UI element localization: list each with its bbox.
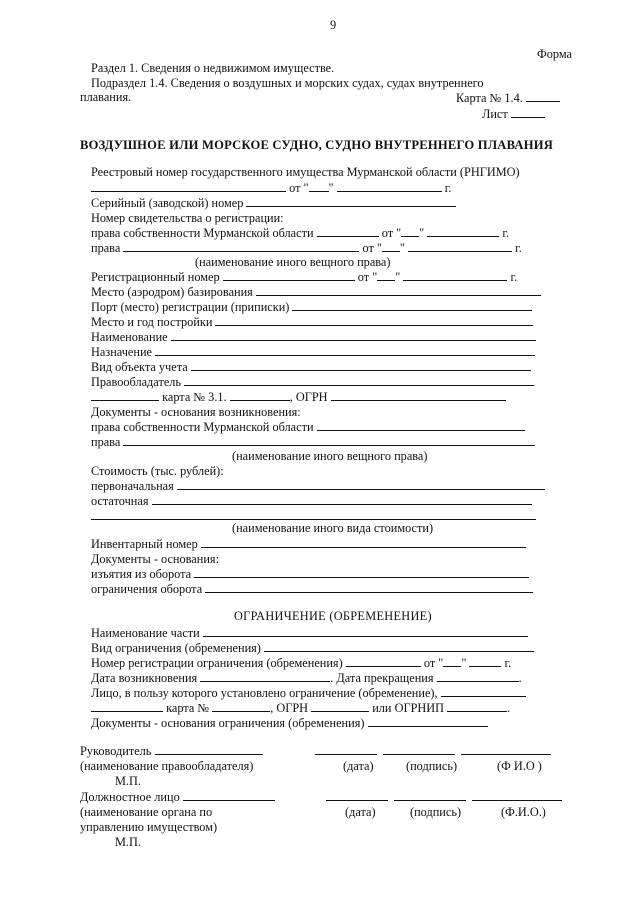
build-place-year: Место и год постройки (91, 315, 533, 329)
docs-basis: Документы - основания: (91, 552, 220, 566)
head-date-caption: (дата) (343, 759, 374, 773)
other-right-caption-2: (наименование иного вещного права) (232, 449, 428, 463)
official-date-caption: (дата) (345, 805, 376, 819)
encumbrance-docs: Документы - основания ограничения (обременения) (91, 716, 488, 730)
head-sign-caption: (подпись) (406, 759, 458, 773)
encumbrance-dates: Дата возникновения . Дата прекращения . (91, 671, 522, 685)
cost-residual: остаточная (91, 494, 532, 508)
other-cost-caption: (наименование иного вида стоимости) (232, 521, 434, 535)
subsection-line2: плавания. (80, 90, 132, 104)
cert-label: Номер свидетельства о регистрации: (91, 211, 284, 225)
subsection-line1: Подраздел 1.4. Сведения о воздушных и морских судах, судах внутреннего (91, 76, 484, 90)
encumbrance-reg: Номер регистрации ограничения (обременения) от " " г. (91, 656, 512, 670)
base-place: Место (аэродром) базирования (91, 285, 541, 299)
serial-number: Серийный (заводской) номер (91, 196, 456, 210)
reg-number: Регистрационный номер от " " г. (91, 270, 518, 284)
head-sign-lines (315, 744, 551, 758)
page-number: 9 (330, 18, 337, 32)
org-caption-2: управлению имуществом) (80, 820, 218, 834)
holder-card: карта № 3.1. , ОГРН (91, 390, 506, 404)
encumbrance-heading: ОГРАНИЧЕНИЕ (ОБРЕМЕНЕНИЕ) (234, 609, 432, 623)
object-type: Вид объекта учета (91, 360, 531, 374)
docs-rights-region: права собственности Мурманской области (91, 420, 525, 434)
encumbrance-kind: Вид ограничения (обременения) (91, 641, 534, 655)
restriction: ограничения оборота (91, 582, 533, 596)
sheet-number: Лист (482, 107, 545, 121)
form-label: Форма (537, 47, 572, 61)
encumbrance-card: карта № , ОГРН или ОГРНИП . (91, 701, 510, 715)
registry-value-line: от " " г. (91, 181, 451, 195)
encumbrance-person: Лицо, в пользу которого установлено ограничение (обременение), (91, 686, 526, 700)
cert-rights-other: права от " " г. (91, 241, 522, 255)
inventory-number: Инвентарный номер (91, 537, 526, 551)
object-purpose: Назначение (91, 345, 535, 359)
right-holder: Правообладатель (91, 375, 534, 389)
docs-origin: Документы - основания возникновения: (91, 405, 301, 419)
official-signature: Должностное лицо (80, 790, 275, 804)
withdrawal: изъятия из оборота (91, 567, 529, 581)
official-sign-lines (326, 790, 562, 804)
cost-label: Стоимость (тыс. рублей): (91, 464, 224, 478)
head-signature: Руководитель (80, 744, 263, 758)
port-registration: Порт (место) регистрации (приписки) (91, 300, 532, 314)
docs-rights: права (91, 435, 535, 449)
form-title: ВОЗДУШНОЕ ИЛИ МОРСКОЕ СУДНО, СУДНО ВНУТРЕННЕГО ПЛАВАНИЯ (80, 138, 553, 152)
stamp-2: М.П. (115, 835, 141, 849)
cost-initial: первоначальная (91, 479, 545, 493)
registry-label: Реестровый номер государственного имущества Мурманской области (РНГИМО) (91, 165, 520, 179)
other-right-caption: (наименование иного вещного права) (195, 255, 391, 269)
card-number: Карта № 1.4. (456, 91, 560, 105)
stamp-1: М.П. (115, 774, 141, 788)
object-name: Наименование (91, 330, 536, 344)
section-title: Раздел 1. Сведения о недвижимом имуществе. (91, 61, 335, 75)
head-fio-caption: (Ф И.О ) (497, 759, 542, 773)
head-caption: (наименование правообладателя) (80, 759, 254, 773)
part-name: Наименование части (91, 626, 528, 640)
org-caption-1: (наименование органа по (80, 805, 213, 819)
cert-rights-region: права собственности Мурманской области от " " г. (91, 226, 510, 240)
official-fio-caption: (Ф.И.О.) (501, 805, 546, 819)
official-sign-caption: (подпись) (410, 805, 462, 819)
